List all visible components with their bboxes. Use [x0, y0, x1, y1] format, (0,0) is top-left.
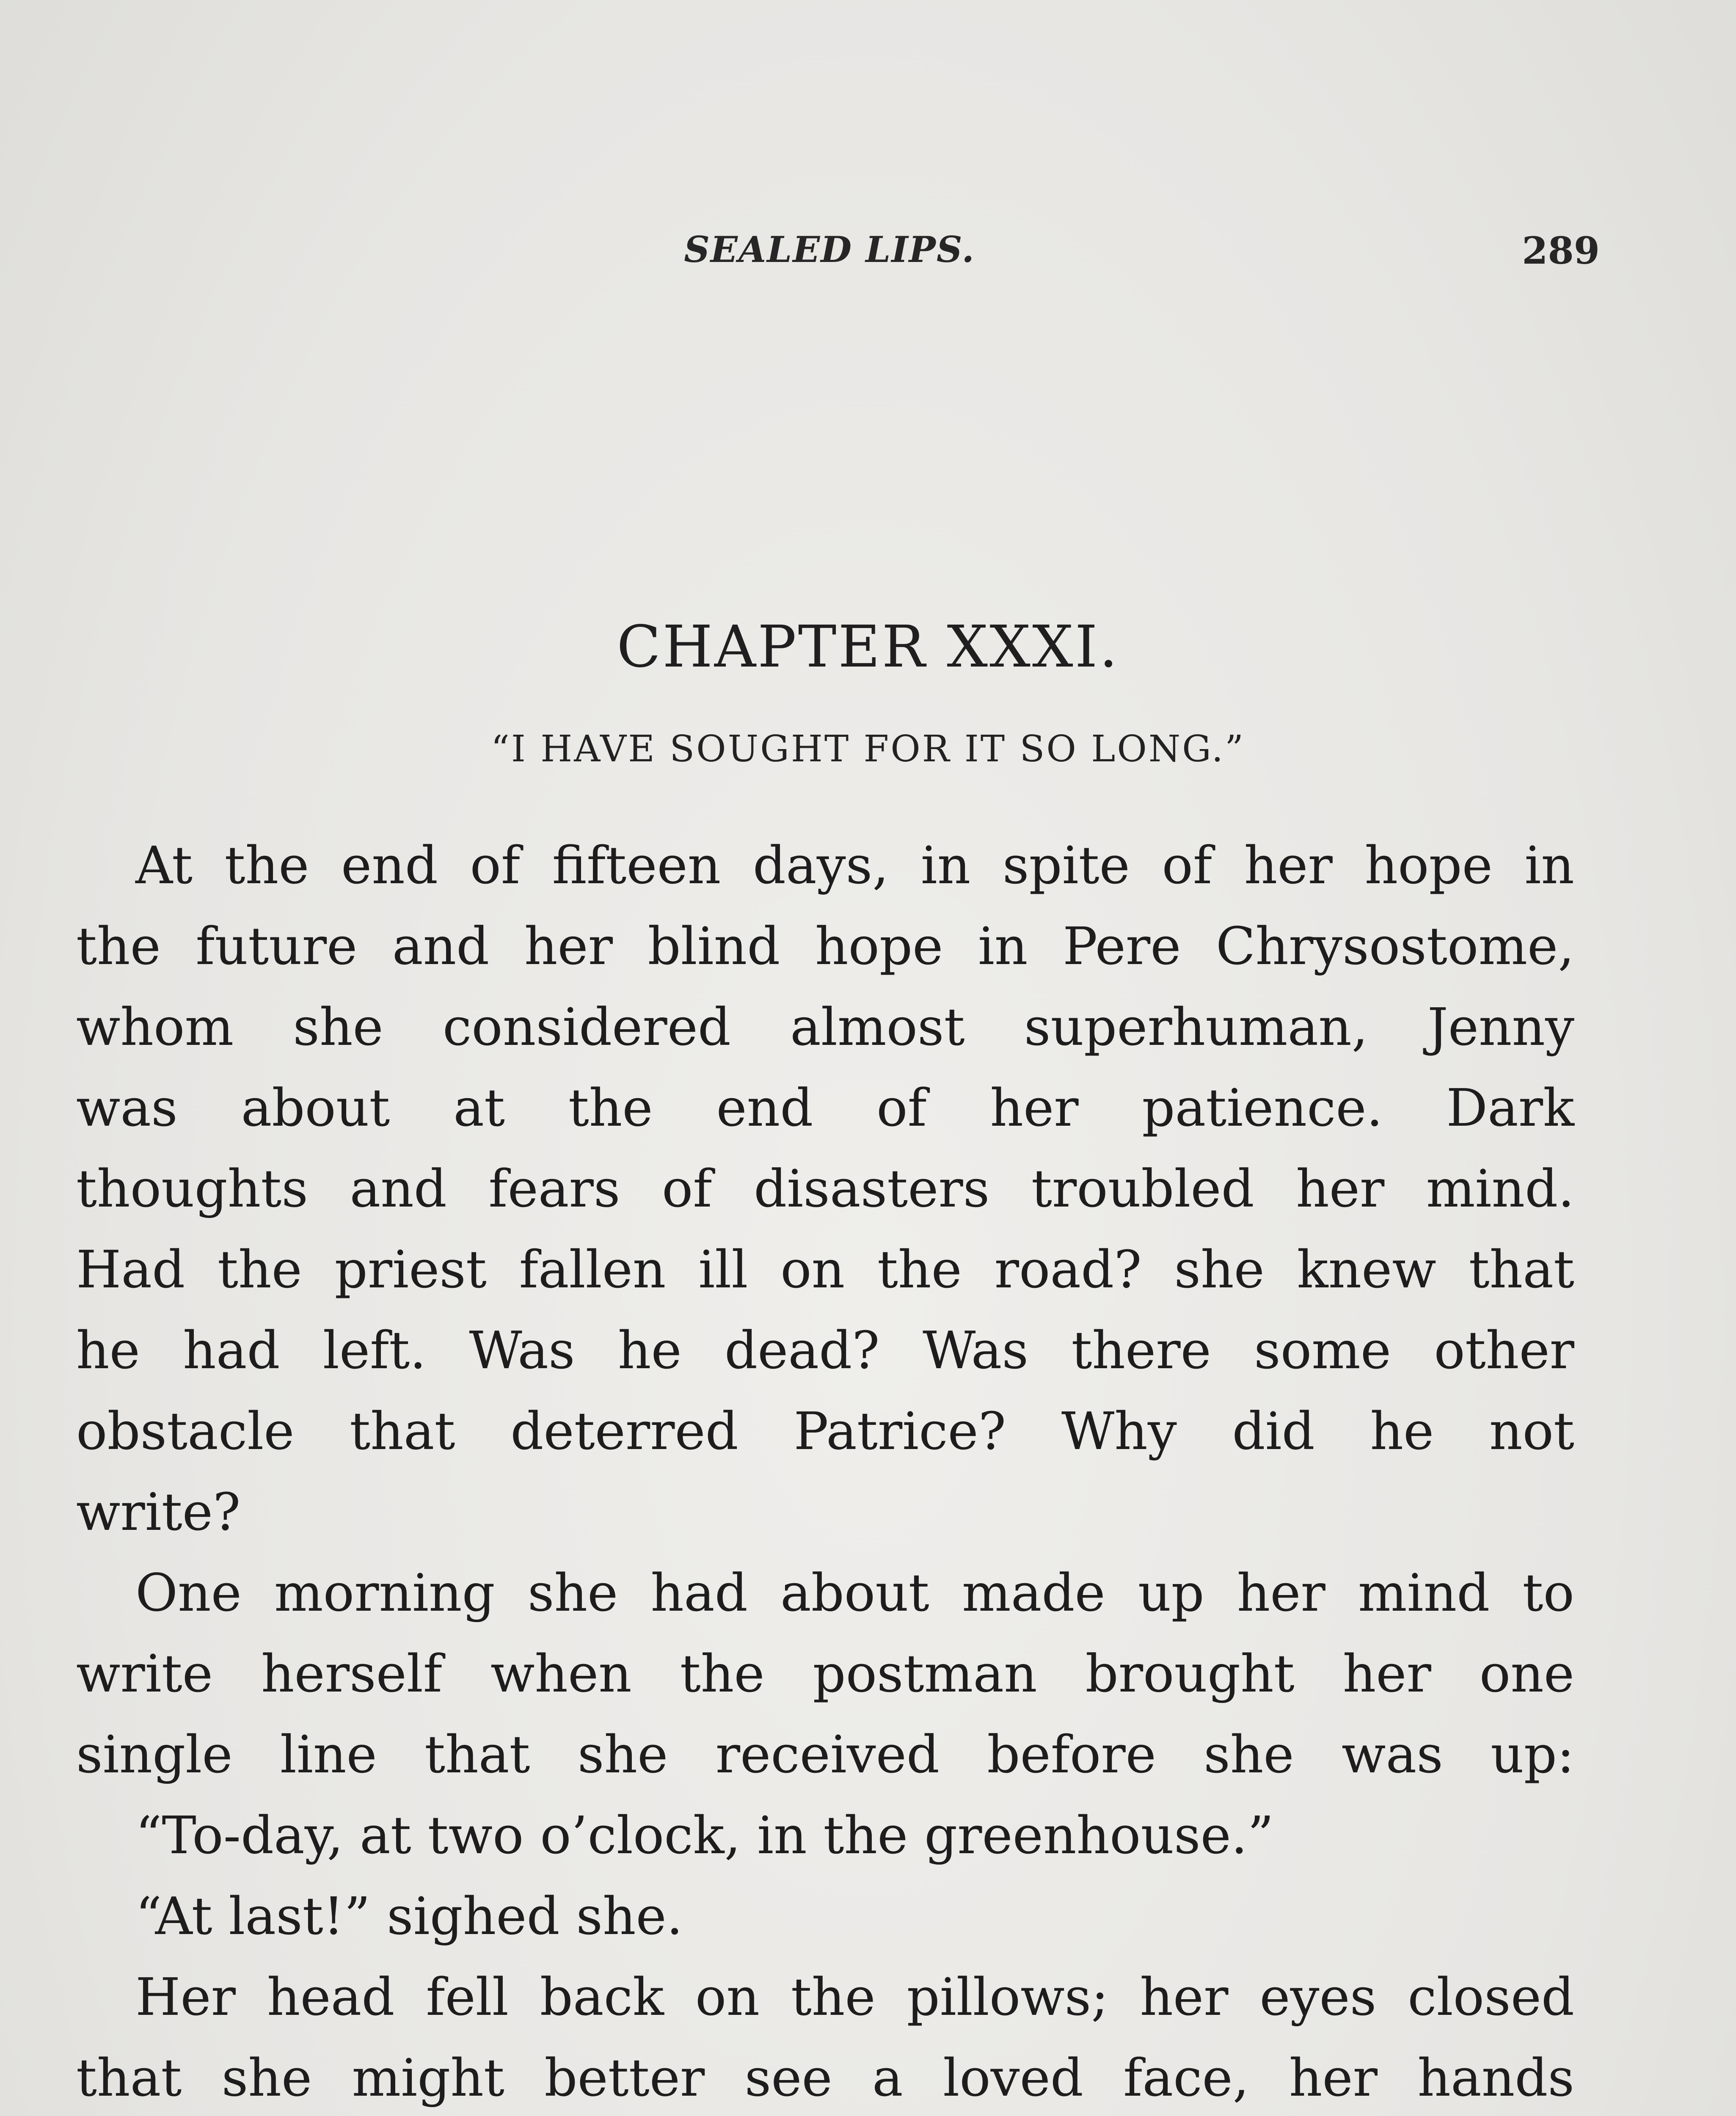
- text-line: At the end of fifteen days, in spite of her hope in: [135, 835, 1574, 895]
- text-line: “At last!” sighed she.: [135, 1886, 683, 1946]
- text-line: he had left. Was he dead? Was there some other: [76, 1320, 1574, 1380]
- text-line: One morning she had about made up her mind to: [135, 1563, 1574, 1623]
- page-number: 289: [1522, 229, 1600, 273]
- text-line: Had the priest fallen ill on the road? she knew that: [76, 1240, 1574, 1300]
- text-line: write?: [76, 1482, 241, 1542]
- text-line: Her head fell back on the pillows; her eyes closed: [135, 1967, 1574, 2027]
- text-line: write herself when the postman brought her one: [76, 1644, 1574, 1704]
- text-line: thoughts and fears of disasters troubled her mind.: [76, 1159, 1574, 1219]
- text-line: single line that she received before she was up:: [76, 1725, 1574, 1785]
- body-text: [76, 825, 1574, 2116]
- text-line: “To-day, at two o’clock, in the greenhouse.”: [135, 1805, 1274, 1865]
- text-line: was about at the end of her patience. Dark: [76, 1078, 1574, 1138]
- text-line: whom she considered almost superhuman, Jenny: [76, 997, 1574, 1057]
- text-line: that she might better see a loved face, her hands: [76, 2048, 1574, 2108]
- text-line: obstacle that deterred Patrice? Why did he not: [76, 1401, 1574, 1461]
- chapter-title: CHAPTER XXXI.: [617, 614, 1119, 681]
- chapter-subtitle: “I HAVE SOUGHT FOR IT SO LONG.”: [490, 728, 1246, 770]
- running-title: SEALED LIPS.: [684, 229, 975, 270]
- text-line: the future and her blind hope in Pere Chrysostome,: [76, 916, 1574, 976]
